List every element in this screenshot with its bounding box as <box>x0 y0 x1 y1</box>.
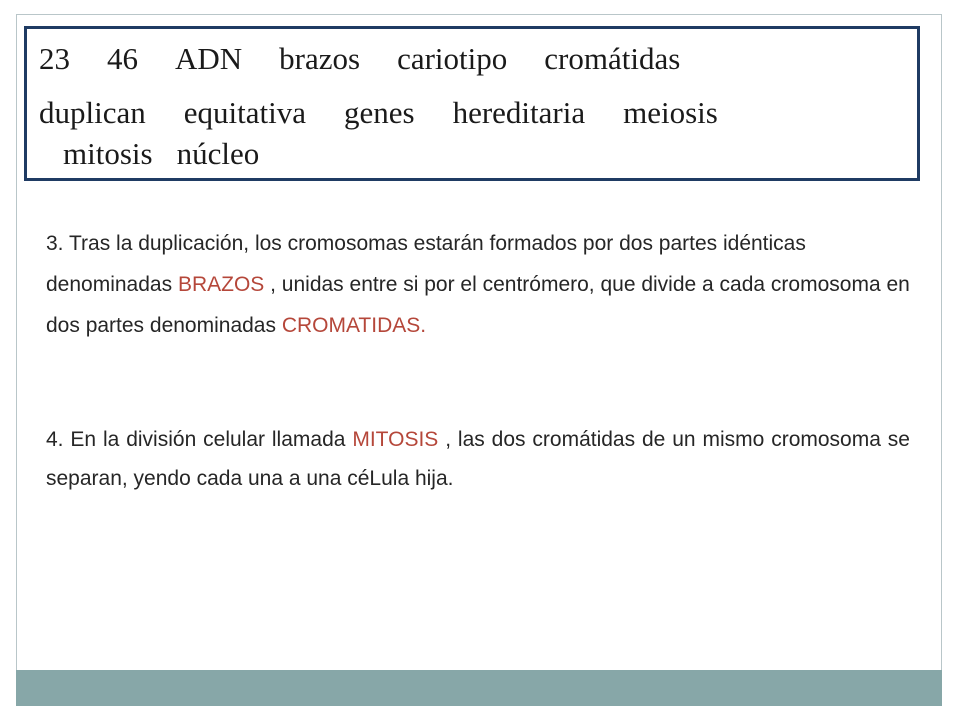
exercise-4-answer-1: MITOSIS <box>352 428 439 451</box>
word-bank-item: cromátidas <box>544 41 681 76</box>
word-bank-item: brazos <box>279 41 361 76</box>
bottom-bar <box>16 670 942 706</box>
word-bank-item: equitativa <box>183 95 306 130</box>
exercise-3-text-middle: , unidas entre si por el centrómero, que divide a cada cromosoma en dos partes denominadas <box>46 272 910 337</box>
word-bank-line-1 <box>39 43 717 74</box>
exercise-4-text-before: 4. En la división celular llamada <box>46 428 353 451</box>
exercise-4-paragraph <box>46 420 910 498</box>
word-bank-item: duplican <box>39 95 146 130</box>
word-bank-item: mitosis <box>63 136 153 171</box>
exercise-3-paragraph <box>46 224 910 347</box>
word-bank-item: 23 <box>39 41 70 76</box>
word-bank-line-3 <box>63 138 283 169</box>
word-bank-item: 46 <box>107 41 138 76</box>
word-bank-item: núcleo <box>176 136 260 171</box>
word-bank-item: ADN <box>175 41 243 76</box>
word-bank-line-2 <box>39 97 756 128</box>
word-bank-item: genes <box>343 95 415 130</box>
exercise-3-answer-2: CROMATIDAS. <box>281 313 427 337</box>
word-bank-box <box>24 26 920 181</box>
exercise-3-answer-1: BRAZOS <box>177 272 265 296</box>
exercise-4-text-after: , las dos cromátidas de un mismo cromosoma se separan, yendo cada una a una céLula hija. <box>46 428 910 491</box>
word-bank-item: meiosis <box>623 95 718 130</box>
word-bank-item: cariotipo <box>397 41 508 76</box>
word-bank-item: hereditaria <box>452 95 586 130</box>
exercise-3-text-before: 3. Tras la duplicación, los cromosomas estarán formados por dos partes idénticas denominadas <box>46 232 806 296</box>
